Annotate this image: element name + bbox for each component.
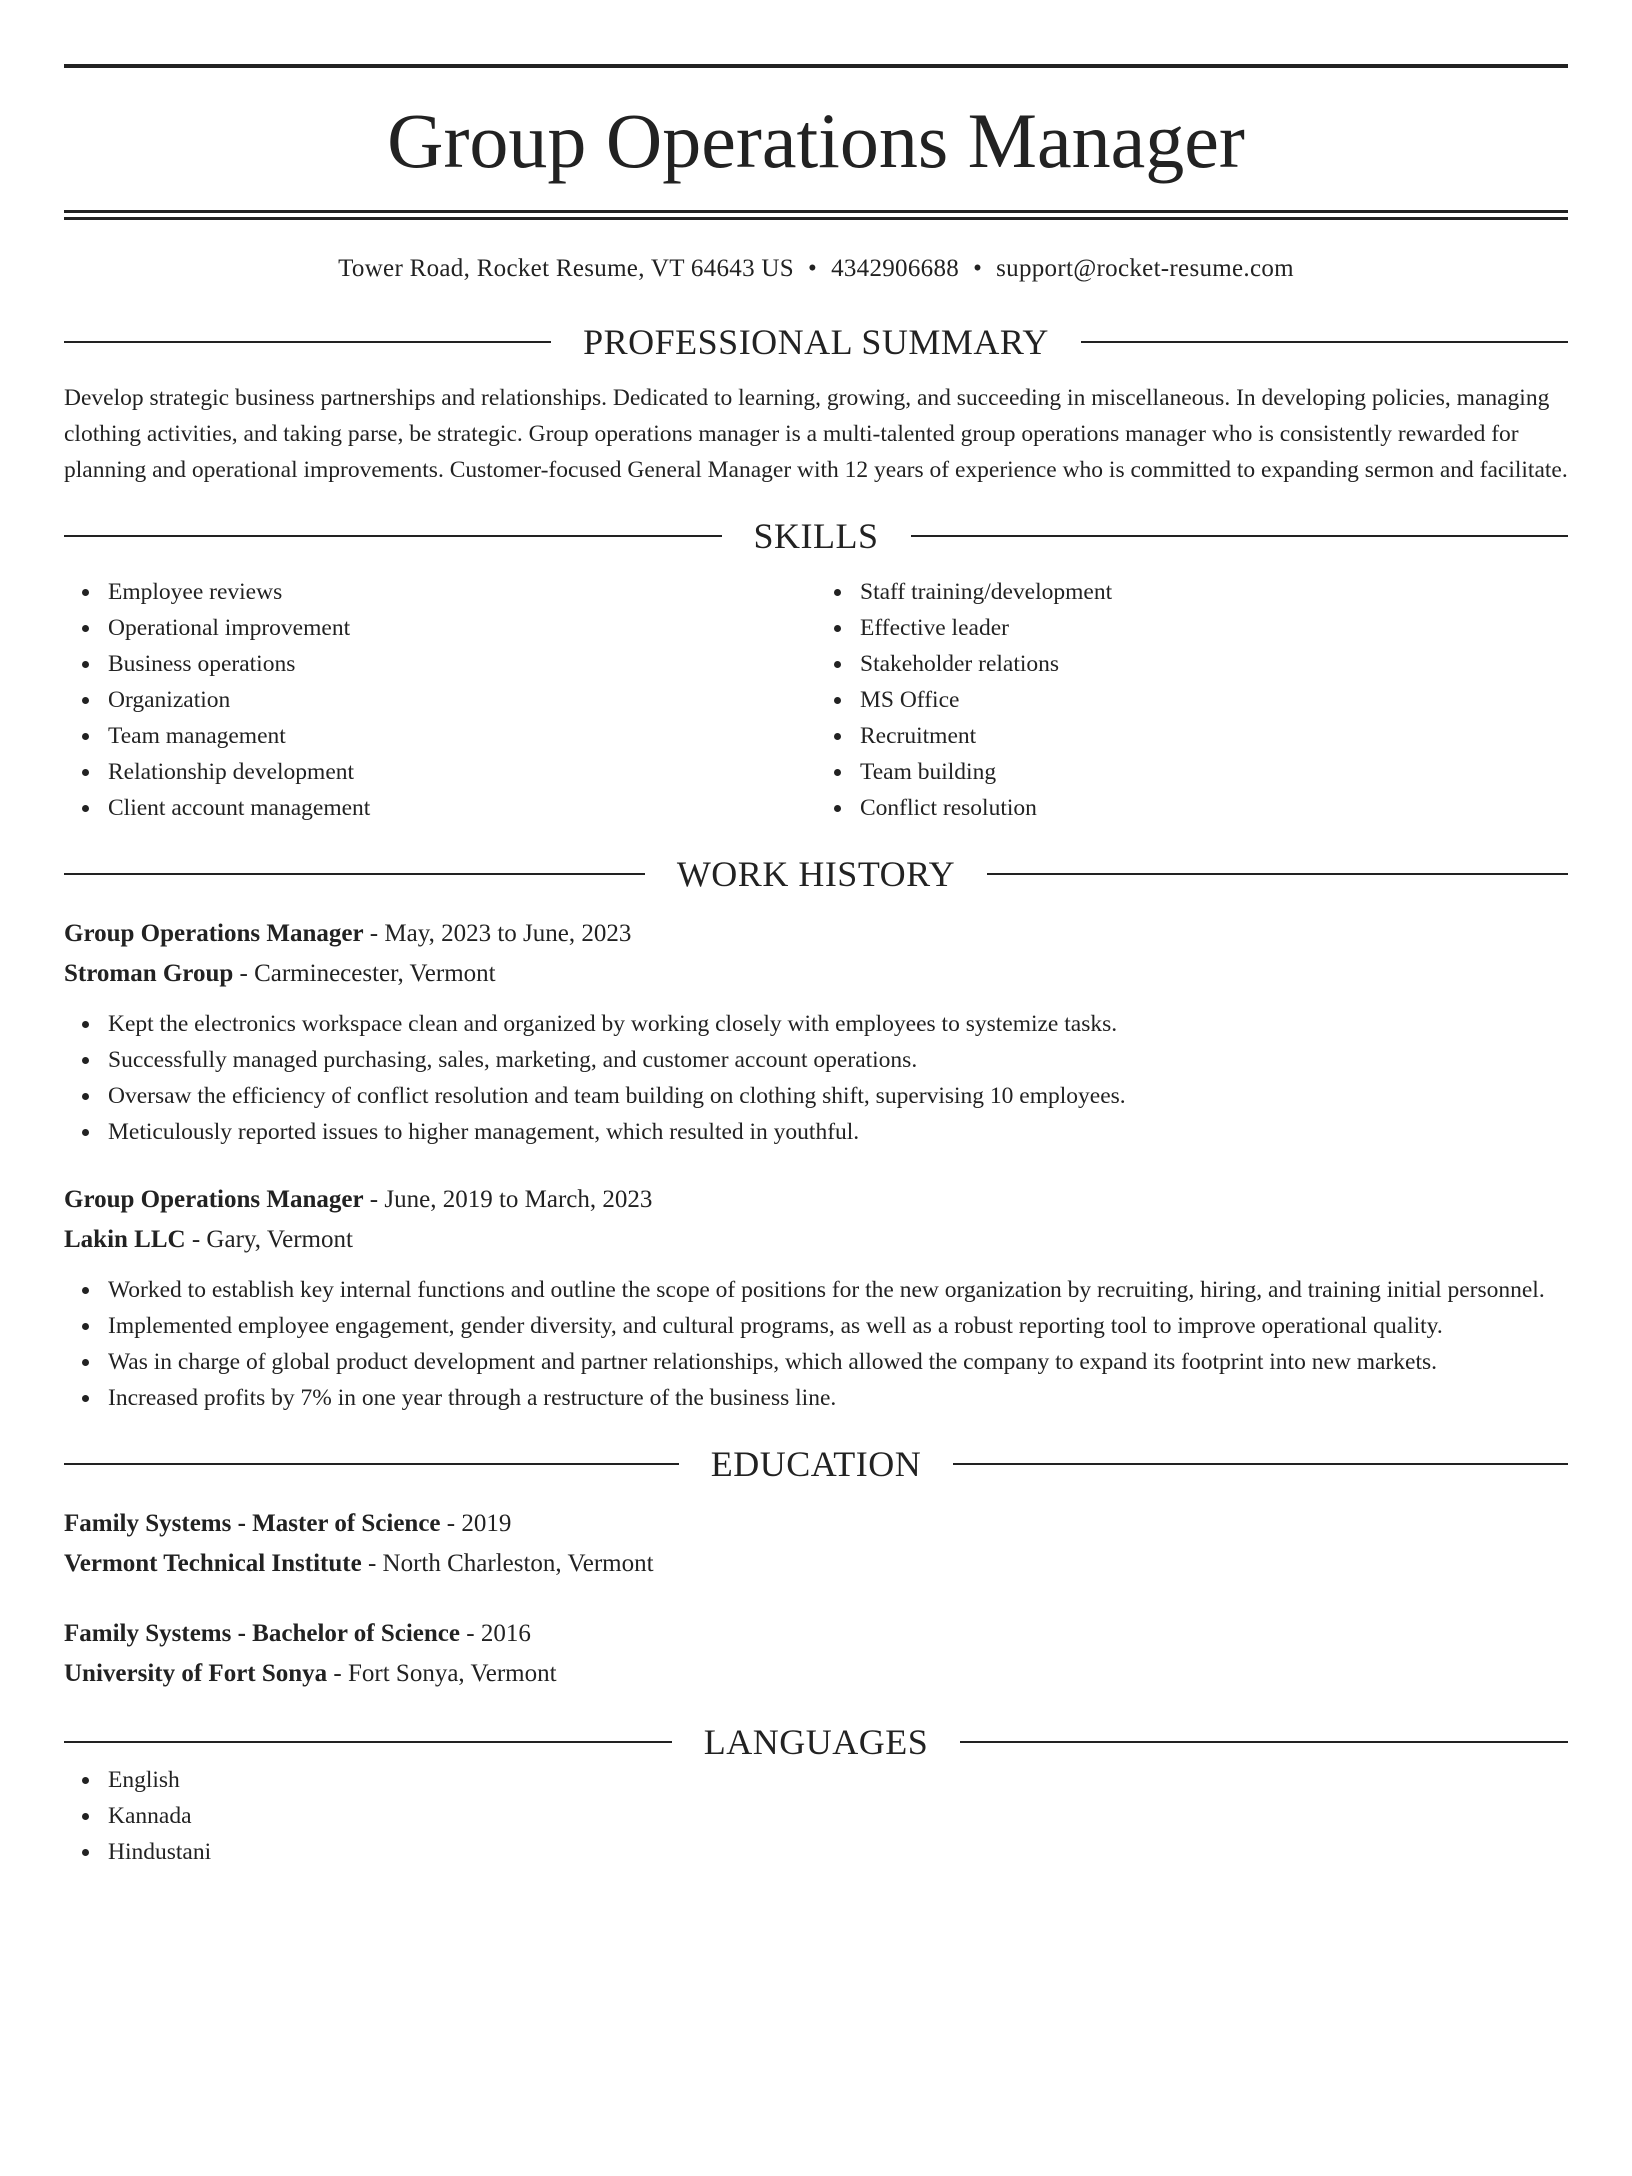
- skill-item: Team management: [108, 718, 816, 754]
- section-title: SKILLS: [753, 516, 879, 556]
- job-bullets: [64, 1006, 1568, 1150]
- divider-line: [64, 1463, 679, 1465]
- skill-item: Relationship development: [108, 754, 816, 790]
- contact-address: Tower Road, Rocket Resume, VT 64643 US: [338, 255, 794, 282]
- skills-list-left: [64, 574, 816, 826]
- skill-item: Organization: [108, 682, 816, 718]
- education-year: - 2019: [440, 1510, 512, 1537]
- language-item: Hindustani: [108, 1834, 1568, 1870]
- skill-item: Recruitment: [860, 718, 1568, 754]
- divider-line: [64, 1741, 672, 1743]
- section-title: PROFESSIONAL SUMMARY: [583, 322, 1049, 362]
- job-title: Group Operations Manager: [64, 1186, 364, 1213]
- section-heading-summary: [64, 322, 1568, 362]
- education-entry: [64, 1614, 1568, 1694]
- contact-separator: •: [808, 255, 818, 282]
- job-title: Group Operations Manager: [64, 920, 364, 947]
- job-location: - Gary, Vermont: [185, 1226, 353, 1253]
- contact-separator: •: [973, 255, 983, 282]
- job-dates: - June, 2019 to March, 2023: [363, 1186, 653, 1213]
- education-school: Vermont Technical Institute: [64, 1550, 362, 1577]
- education-school-line: [64, 1544, 1568, 1584]
- summary-text: Develop strategic business partnerships and relationships. Dedicated to learning, growing, and succeeding in miscellaneous. In developing policies, managing clothing activities, and taking parse, be strategic. Group operations manager is a multi-talented group operations manager who is consistently rewarded for planning and operational improvements. Customer-focused General Manager with 12 years of experience who is committed to expanding sermon and facilitate.: [64, 385, 1568, 483]
- section-title: LANGUAGES: [703, 1722, 929, 1762]
- education-entry: [64, 1504, 1568, 1584]
- section-heading-languages: [64, 1722, 1568, 1762]
- job-bullets: [64, 1272, 1568, 1416]
- contact-email: support@rocket-resume.com: [996, 255, 1294, 282]
- skill-item: Effective leader: [860, 610, 1568, 646]
- divider-line: [64, 341, 551, 343]
- job-company: Stroman Group: [64, 960, 234, 987]
- education-location: - North Charleston, Vermont: [361, 1550, 654, 1577]
- job-location: - Carminecester, Vermont: [233, 960, 496, 987]
- skill-item: Business operations: [108, 646, 816, 682]
- section-heading-education: [64, 1444, 1568, 1484]
- education-school: University of Fort Sonya: [64, 1660, 328, 1687]
- contact-line: [64, 254, 1568, 284]
- contact-phone: 4342906688: [831, 255, 960, 282]
- language-item: English: [108, 1762, 1568, 1798]
- languages-list: [64, 1762, 1568, 1870]
- divider-line: [64, 535, 722, 537]
- skill-item: Staff training/development: [860, 574, 1568, 610]
- top-rule: [64, 64, 1568, 68]
- skill-item: Stakeholder relations: [860, 646, 1568, 682]
- education-degree: Family Systems - Master of Science: [64, 1510, 441, 1537]
- resume-title: Group Operations Manager: [387, 97, 1245, 184]
- section-heading-work: [64, 854, 1568, 894]
- job-bullet: Kept the electronics workspace clean and organized by working closely with employees to systemize tasks.: [108, 1006, 1568, 1042]
- section-heading-skills: [64, 516, 1568, 556]
- title-double-rule: [64, 210, 1568, 220]
- education-degree-line: [64, 1504, 1568, 1544]
- job-bullet: Implemented employee engagement, gender diversity, and cultural programs, as well as a robust reporting tool to improve operational quality.: [108, 1308, 1568, 1344]
- job-company-line: [64, 954, 1568, 994]
- job-company-line: [64, 1220, 1568, 1260]
- job-entry: [64, 1180, 1568, 1416]
- skill-item: Conflict resolution: [860, 790, 1568, 826]
- language-item: Kannada: [108, 1798, 1568, 1834]
- divider-line: [953, 1463, 1568, 1465]
- divider-line: [1081, 341, 1568, 343]
- education-location: - Fort Sonya, Vermont: [327, 1660, 557, 1687]
- skill-item: Team building: [860, 754, 1568, 790]
- job-title-line: [64, 914, 1568, 954]
- education-year: - 2016: [460, 1620, 531, 1647]
- job-company: Lakin LLC: [64, 1226, 186, 1253]
- skills-columns: [64, 574, 1568, 826]
- resume-page: [0, 64, 1632, 2176]
- job-bullet: Increased profits by 7% in one year through a restructure of the business line.: [108, 1380, 1568, 1416]
- job-dates: - May, 2023 to June, 2023: [363, 920, 632, 947]
- job-entry: [64, 914, 1568, 1150]
- job-bullet: Meticulously reported issues to higher management, which resulted in youthful.: [108, 1114, 1568, 1150]
- divider-line: [987, 873, 1568, 875]
- divider-line: [911, 535, 1569, 537]
- skill-item: Operational improvement: [108, 610, 816, 646]
- job-bullet: Worked to establish key internal functions and outline the scope of positions for the new organization by recruiting, hiring, and training initial personnel.: [108, 1272, 1568, 1308]
- job-title-line: [64, 1180, 1568, 1220]
- job-bullet: Successfully managed purchasing, sales, marketing, and customer account operations.: [108, 1042, 1568, 1078]
- education-degree: Family Systems - Bachelor of Science: [64, 1620, 460, 1647]
- skill-item: MS Office: [860, 682, 1568, 718]
- education-degree-line: [64, 1614, 1568, 1654]
- skills-list-right: [816, 574, 1568, 826]
- section-title: EDUCATION: [710, 1444, 922, 1484]
- skill-item: Employee reviews: [108, 574, 816, 610]
- education-school-line: [64, 1654, 1568, 1694]
- section-title: WORK HISTORY: [676, 854, 956, 894]
- divider-line: [64, 873, 645, 875]
- skill-item: Client account management: [108, 790, 816, 826]
- job-bullet: Was in charge of global product development and partner relationships, which allowed the company to expand its footprint into new markets.: [108, 1344, 1568, 1380]
- divider-line: [960, 1741, 1568, 1743]
- job-bullet: Oversaw the efficiency of conflict resolution and team building on clothing shift, supervising 10 employees.: [108, 1078, 1568, 1114]
